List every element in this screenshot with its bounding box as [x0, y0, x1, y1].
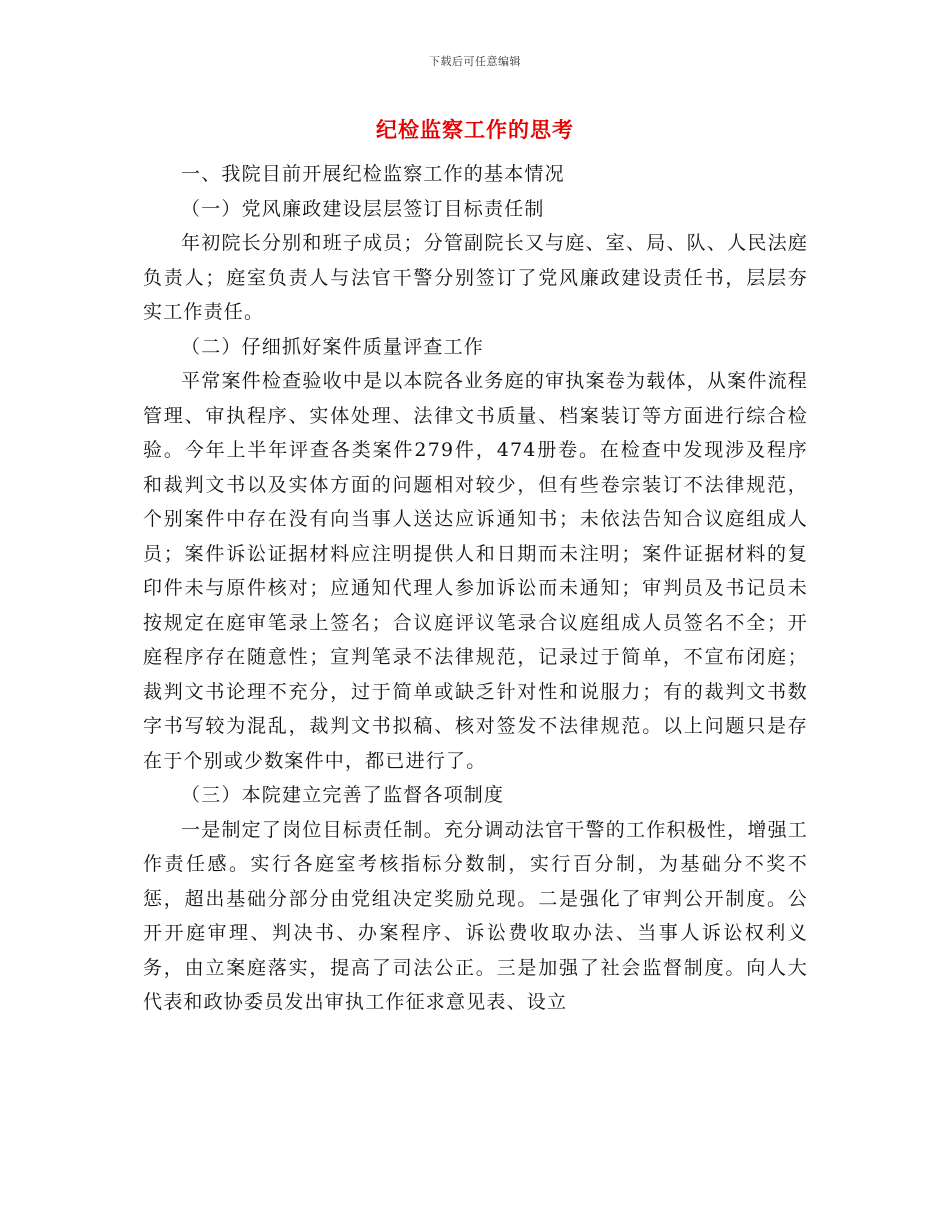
paragraph-3: 一是制定了岗位目标责任制。充分调动法官干警的工作积极性，增强工作责任感。实行各庭室考核指标分数制，实行百分制，为基础分不奖不惩，超出基础分部分由党组决定奖励兑现。二是强化了审判公开制度。公开开庭审理、判决书、办案程序、诉讼费收取办法、当事人诉讼权利义务，由立案庭落实，提高了司法公正。三是加强了社会监督制度。向人大代表和政协委员发出审执工作征求意见表、设立	[143, 818, 808, 1013]
document-title: 纪检监察工作的思考	[376, 118, 574, 142]
section-heading-1: 一、我院目前开展纪检监察工作的基本情况	[181, 163, 565, 185]
subsection-heading-1: （一）党风廉政建设层层签订目标责任制	[181, 197, 545, 220]
paragraph-1: 年初院长分别和班子成员；分管副院长又与庭、室、局、队、人民法庭负责人；庭室负责人与法官干警分别签订了党风廉政建设责任书，层层夯实工作责任。	[143, 232, 808, 323]
header-note: 下载后可任意编辑	[429, 55, 521, 68]
paragraph-2: 平常案件检查验收中是以本院各业务庭的审执案卷为载体，从案件流程管理、审执程序、实体处理、法律文书质量、档案装订等方面进行综合检验。今年上半年评查各类案件279件，474册卷。在检查中发现涉及程序和裁判文书以及实体方面的问题相对较少，但有些卷宗装订不法律规范，个别案件中存在没有向当事人送达应诉通知书；未依法告知合议庭组成人员；案件诉讼证据材料应注明提供人和日期而未注明；案件证据材料的复印件未与原件核对；应通知代理人参加诉讼而未通知；审判员及书记员未按规定在庭审笔录上签名；合议庭评议笔录合议庭组成人员签名不全；开庭程序存在随意性；宣判笔录不法律规范，记录过于简单，不宣布闭庭；裁判文书论理不充分，过于简单或缺乏针对性和说服力；有的裁判文书数字书写较为混乱，裁判文书拟稿、核对签发不法律规范。以上问题只是存在于个别或少数案件中，都已进行了。	[143, 370, 808, 772]
subsection-heading-3: （三）本院建立完善了监督各项制度	[181, 784, 505, 806]
document-body	[143, 157, 808, 1020]
subsection-heading-2: （二）仔细抓好案件质量评查工作	[181, 335, 485, 358]
